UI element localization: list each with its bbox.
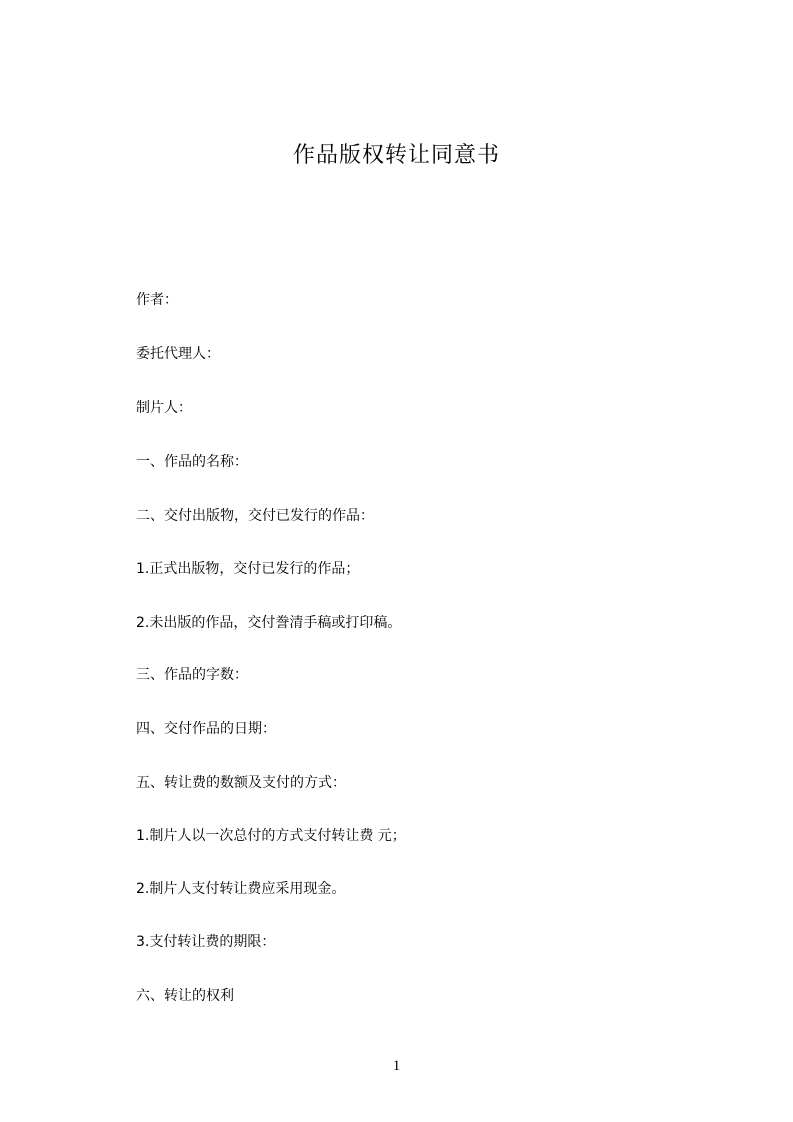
section-work-name: 一、作品的名称：	[136, 454, 248, 470]
page-number: 1	[392, 1058, 401, 1074]
section-word-count: 三、作品的字数：	[136, 667, 248, 683]
fee-item-1: 1.制片人以一次总付的方式支付转让费 元；	[136, 828, 406, 844]
author-label: 作者：	[136, 292, 178, 308]
document-title: 作品版权转让同意书	[292, 143, 500, 168]
section-fee: 五、转让费的数额及支付的方式：	[136, 775, 346, 791]
section-delivery-date: 四、交付作品的日期：	[136, 721, 276, 737]
section-rights: 六、转让的权利	[136, 988, 234, 1004]
producer-label: 制片人：	[136, 400, 192, 416]
section-delivery: 二、交付出版物，交付已发行的作品：	[136, 508, 374, 524]
delivery-item-1: 1.正式出版物，交付已发行的作品；	[136, 561, 360, 577]
agent-label: 委托代理人：	[136, 346, 220, 362]
fee-item-2: 2.制片人支付转让费应采用现金。	[136, 881, 346, 897]
fee-item-3: 3.支付转让费的期限：	[136, 934, 276, 950]
delivery-item-2: 2.未出版的作品，交付誊清手稿或打印稿。	[136, 615, 402, 631]
